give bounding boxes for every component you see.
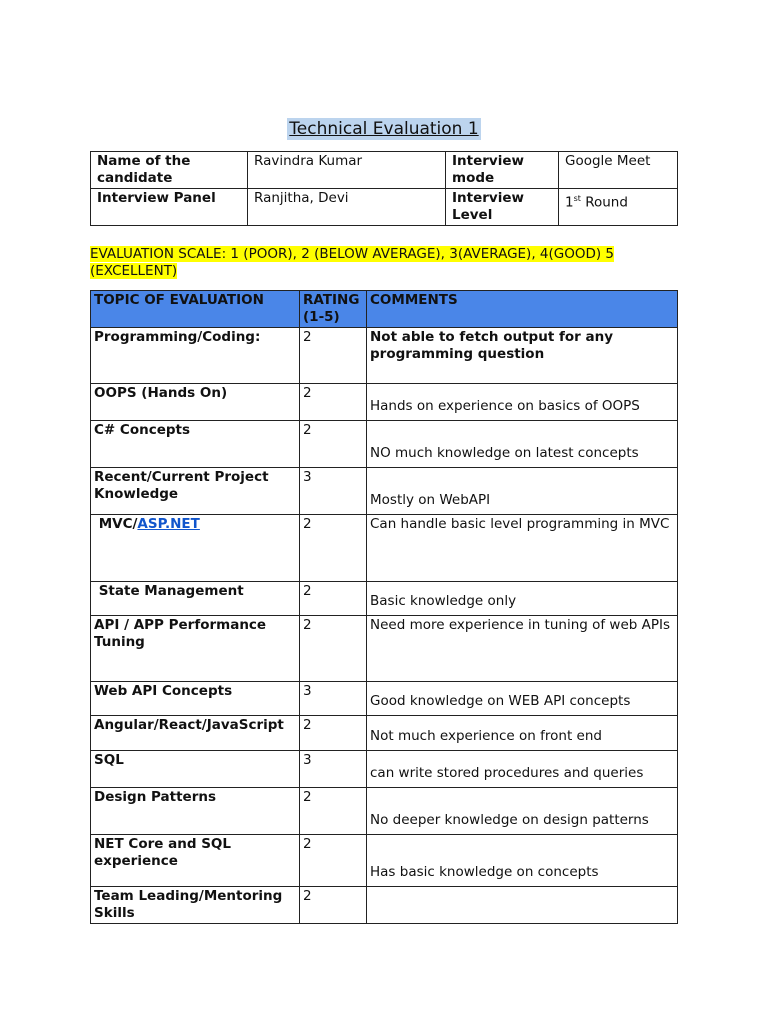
comment-cell: Mostly on WebAPI [367,468,678,515]
comment-cell: Can handle basic level programming in MVC [367,515,678,582]
table-row [91,515,678,582]
comment-cell: Hands on experience on basics of OOPS [367,384,678,421]
table-row [91,616,678,682]
topic-cell: Web API Concepts [91,682,300,716]
topic-cell: C# Concepts [91,421,300,468]
evaluation-table [90,290,678,924]
topic-cell: OOPS (Hands On) [91,384,300,421]
info-row [91,189,678,226]
comment-cell: Need more experience in tuning of web APIs [367,616,678,682]
table-row [91,716,678,751]
header-rating: RATING (1-5) [300,291,367,328]
aspnet-link[interactable]: ASP.NET [137,516,200,532]
table-row [91,887,678,924]
comment-cell: Not much experience on front end [367,716,678,751]
comment-cell: Has basic knowledge on concepts [367,835,678,887]
topic-cell: API / APP Performance Tuning [91,616,300,682]
comment-cell: Good knowledge on WEB API concepts [367,682,678,716]
table-row [91,835,678,887]
level-label: Interview Level [446,189,559,226]
panel-label: Interview Panel [91,189,248,226]
header-comments: COMMENTS [367,291,678,328]
rating-cell: 2 [300,887,367,924]
table-row [91,788,678,835]
topic-cell [91,515,300,582]
topic-cell: Team Leading/Mentoring Skills [91,887,300,924]
rating-cell: 2 [300,835,367,887]
candidate-label: Name of the candidate [91,152,248,189]
level-num: 1 [565,194,574,211]
rating-cell: 3 [300,468,367,515]
table-row [91,468,678,515]
table-row [91,751,678,788]
comment-cell: Not able to fetch output for any programming question [367,328,678,384]
comment-cell [367,887,678,924]
info-row [91,152,678,189]
rating-cell: 2 [300,616,367,682]
comment-cell: No deeper knowledge on design patterns [367,788,678,835]
topic-cell: Design Patterns [91,788,300,835]
topic-cell: Angular/React/JavaScript [91,716,300,751]
table-row [91,682,678,716]
rating-cell: 2 [300,421,367,468]
rating-cell: 2 [300,716,367,751]
rating-cell: 2 [300,384,367,421]
level-value [559,189,678,226]
comment-cell: NO much knowledge on latest concepts [367,421,678,468]
candidate-info-table [90,151,678,226]
topic-cell: NET Core and SQL experience [91,835,300,887]
rating-cell: 2 [300,328,367,384]
document-title [0,119,768,139]
panel-value: Ranjitha, Devi [248,189,446,226]
topic-cell: Programming/Coding: [91,328,300,384]
level-rest: Round [580,194,628,211]
rating-cell: 2 [300,582,367,616]
table-row [91,384,678,421]
candidate-value: Ravindra Kumar [248,152,446,189]
table-row [91,421,678,468]
mode-value: Google Meet [559,152,678,189]
table-row [91,328,678,384]
table-row [91,582,678,616]
topic-cell: Recent/Current Project Knowledge [91,468,300,515]
evaluation-header-row [91,291,678,328]
header-topic: TOPIC OF EVALUATION [91,291,300,328]
topic-prefix: MVC/ [94,516,138,532]
topic-cell: State Management [91,582,300,616]
evaluation-scale-text: EVALUATION SCALE: 1 (POOR), 2 (BELOW AVERAGE), 3(AVERAGE), 4(GOOD) 5 (EXCELLENT) [90,246,615,279]
rating-cell: 3 [300,682,367,716]
level-sup: st [573,194,581,203]
topic-cell: SQL [91,751,300,788]
comment-cell: can write stored procedures and queries [367,751,678,788]
comment-cell: Basic knowledge only [367,582,678,616]
rating-cell: 2 [300,515,367,582]
rating-cell: 2 [300,788,367,835]
rating-cell: 3 [300,751,367,788]
title-text: Technical Evaluation 1 [289,119,479,139]
evaluation-scale [90,246,678,280]
mode-label: Interview mode [446,152,559,189]
